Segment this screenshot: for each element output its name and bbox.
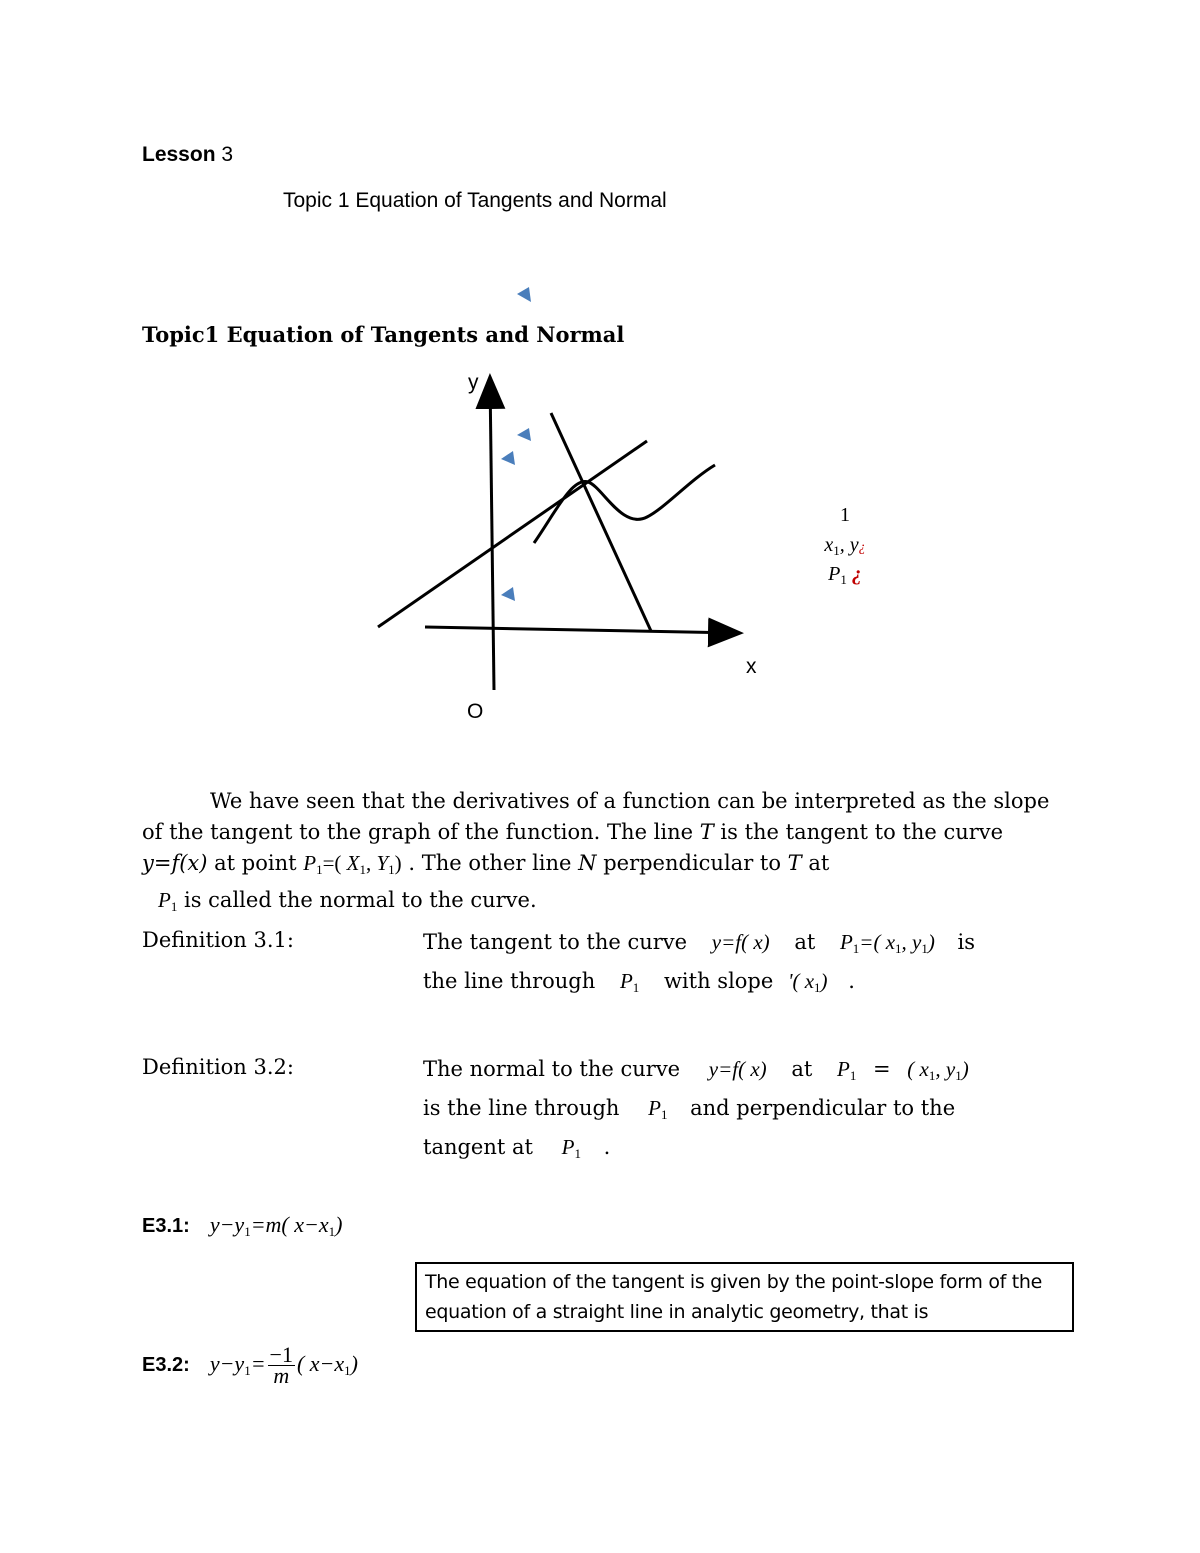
comment-marker-icon <box>501 587 515 601</box>
tangent-equation-note: The equation of the tangent is given by the point-slope form of the equation of a straight line in analytic geometry, that is <box>415 1262 1074 1332</box>
equation-e3-1: E3.1: $y-y_1=m$( $x-x_1$) <box>142 1212 343 1239</box>
definition-3-1-label: Definition 3.1: <box>142 928 294 952</box>
tangent-normal-diagram <box>360 365 760 725</box>
origin-label: O <box>467 700 484 723</box>
side-annotation-1: 1 <box>840 504 850 526</box>
definition-3-2-body: The normal to the curve y=f( x) at $P_1$ = ( $x_1$, $y_1$) is the line through $P_1$ and perpendicular to the tangent at $P_1$ . <box>423 1057 969 1161</box>
topic-subtitle: Topic 1 Equation of Tangents and Normal <box>283 189 667 212</box>
side-annotation-p1: $P_1$ ¿ <box>828 563 862 587</box>
comment-marker-icon <box>517 428 531 441</box>
section-heading: Topic1 Equation of Tangents and Normal <box>142 322 625 347</box>
comment-marker-icon <box>501 451 515 465</box>
intro-paragraph: We have seen that the derivatives of a function can be interpreted as the slope of the tangent to the graph of the function. The line T is the tangent to the curve y=f(x) at point $P_1=$( $X_1$, $Y_1$) . The other line N perpendicular to T at $P_1$ is called the normal to the curve. <box>142 789 1050 914</box>
normal-line <box>551 413 651 631</box>
equation-e3-2: E3.2: $y-y_1=$ $\frac{-1}{m}$ ( $x-x_1$) <box>142 1342 358 1388</box>
lesson-number: 3 <box>221 143 234 166</box>
y-axis-label: y <box>468 371 479 394</box>
x-axis <box>425 627 738 633</box>
lesson-title <box>142 143 233 167</box>
side-annotation-point: $x_1$, y¿ <box>824 534 866 558</box>
definition-3-2-label: Definition 3.2: <box>142 1055 294 1079</box>
x-axis-label: x <box>746 655 757 678</box>
lesson-word: Lesson <box>142 143 216 166</box>
definition-3-1-body: The tangent to the curve y=f( x) at $P_1=$( $x_1$, $y_1$) is the line through $P_1$ with slope '( $x_1$) . <box>423 930 976 995</box>
y-axis <box>490 379 494 690</box>
function-curve <box>534 465 715 543</box>
comment-marker-icon <box>515 286 535 304</box>
